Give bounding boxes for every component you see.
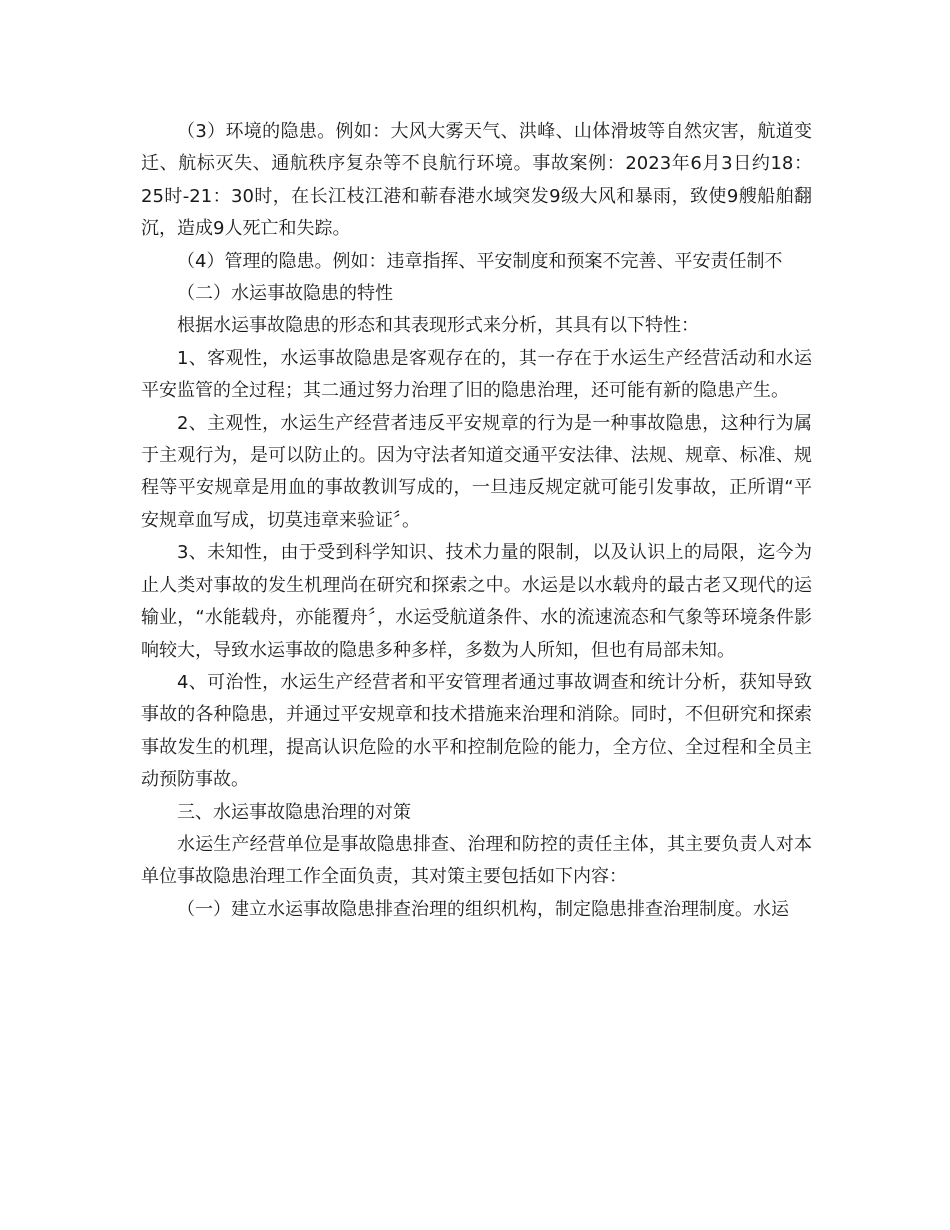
paragraph-objectivity: 1、客观性，水运事故隐患是客观存在的，其一存在于水运生产经营活动和水运平安监管的全过程；其二通过努力治理了旧的隐患治理，还可能有新的隐患产生。 [141, 347, 812, 402]
paragraph-environment-hazard: （3）环境的隐患。例如：大风大雾天气、洪峰、山体滑坡等自然灾害，航道变迁、航标灭失、通航秩序复杂等不良航行环境。事故案例：2023年6月3日约18：25时-21：30时，在长江枝江港和蕲春港水域突发9级大风和暴雨，致使9艘船舶翻沉，造成9人死亡和失踪。 [141, 121, 812, 240]
paragraph-subjectivity: 2、主观性，水运生产经营者违反平安规章的行为是一种事故隐患，这种行为属于主观行为，是可以防止的。因为守法者知道交通平安法律、法规、规章、标准、规程等平安规章是用血的事故教训写成的，一旦违反规定就可能引发事故，正所谓“平安规章血写成，切莫违章来验证〞。 [141, 412, 812, 531]
paragraph-characteristics-intro: 根据水运事故隐患的形态和其表现形式来分析，其具有以下特性： [177, 315, 699, 337]
paragraph-controllability: 4、可治性，水运生产经营者和平安管理者通过事故调查和统计分析，获知导致事故的各种隐患，并通过平安规章和技术措施来治理和消除。同时，不但研究和探索事故发生的机理，提高认识危险的水平和控制危险的能力，全方位、全过程和全员主动预防事故。 [141, 671, 812, 791]
paragraph-organization: （一）建立水运事故隐患排查治理的组织机构，制定隐患排查治理制度。水运 [177, 898, 789, 920]
section-heading-countermeasures: 三、水运事故隐患治理的对策 [177, 801, 411, 823]
paragraph-management-hazard: （4）管理的隐患。例如：违章指挥、平安制度和预案不完善、平安责任制不 [177, 250, 783, 272]
section-heading-characteristics: （二）水运事故隐患的特性 [177, 283, 393, 305]
paragraph-unknowability: 3、未知性，由于受到科学知识、技术力量的限制，以及认识上的局限，迄今为止人类对事故的发生机理尚在研究和探索之中。水运是以水载舟的最古老又现代的运输业，“水能载舟，亦能覆舟〞，水运受航道条件、水的流速流态和气象等环境条件影响较大，导致水运事故的隐患多种多样，多数为人所知，但也有局部未知。 [141, 542, 812, 661]
paragraph-responsibility: 水运生产经营单位是事故隐患排查、治理和防控的责任主体，其主要负责人对本单位事故隐患治理工作全面负责，其对策主要包括如下内容： [141, 833, 812, 888]
document-body [141, 116, 812, 926]
